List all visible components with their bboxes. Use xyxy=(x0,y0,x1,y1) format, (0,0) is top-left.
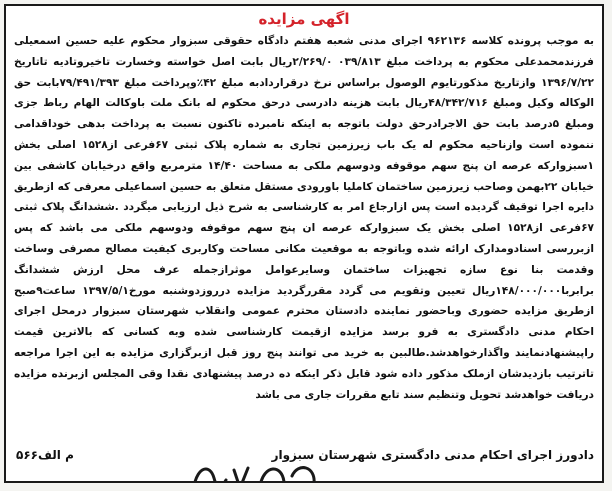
notice-title: اگهی مزایده xyxy=(258,10,350,28)
issuing-authority-signature: دادورز اجرای احکام مدنی دادگستری شهرستان سبزوار xyxy=(271,448,594,462)
notice-reference-number: م الف۵۶۶ xyxy=(16,448,74,462)
handwritten-scribble-mark xyxy=(186,456,326,483)
notice-body-text: به موجب پرونده کلاسه ۹۶۲۱۳۶ اجرای مدنی شعبه هفتم دادگاه حقوقی سبزوار محکوم علیه حسین اسمعیلی فرزندمحمدعلی محکوم به پرداخت مبلغ ۰۳۹/۸۱۳ ۲/۲۶۹/۰ریال بابت اصل خواسته وخسارت تاخیروتادیه تاتاریخ ۱۳۹۶/۷/۲۲ وازتاریخ مذکورتایوم الوصول براساس نرخ درقراردادبه مبلغ ۴۲٪وپرداخت مبلغ ۷۹/۴۹۱/۳۹۳بابت حق الوکاله وکیل ومبلغ ۴۸/۳۴۲/۷۱۶ریال بابت هزینه دادرسی درحق محکوم له بانک ملت باوکالت الهام رباط جزی ومبلغ ۵درصد بابت حق الاجرادرحق دولت باتوجه به اینکه نامبرده تاکنون نسبت به پرداخت بدهی خوداقدامی ننموده است وازناحیه محکوم له یک باب زیرزمین تجاری به شماره پلاک ثبتی ۶۷فرعی از۱۵۲۸ اصلی بخش ۱سبزوارکه عرصه ان پنج سهم موقوفه ودوسهم ملکی به مساحت ۱۴/۴۰ مترمربع واقع درخیابان کاشفی بین خیابان ۲۲بهمن وصاحب زیرزمین ساختمان کاملیا باورودی مستقل متعلق به حسین اسماعیلی معرفی که ازطریق دایره اجرا توقیف گردیده است پس ازارجاع امر به کارشناسی به شرح ذیل ارزیابی میگردد .ششدانگ پلاک ثبتی ۶۷فرعی از۱۵۲۸ اصلی بخش یک سبزوارکه عرصه ان پنج سهم موقوفه ودوسهم ملکی می باشد که پس ازبررسی اسنادومدارک ارائه شده وباتوجه به موقعیت مکانی مساحت وکاربری کیفیت مصالح مصرفی وساخت وقدمت بنا نوع سازه تجهیزات ساختمان وسایرعوامل موثرازجمله عرف محل ارزش ششدانگ برابربا۱۴۸/۰۰۰/۰۰۰ریال تعیین وتقویم می گردد مقررگردید مزایده درروزدوشنبه مورخ۱۳۹۷/۵/۱ ساعت۹صبح ازطریق مزایده حضوری وباحضور نماینده دادستان محترم عمومی وانقلاب شهرستان سبزوار درمحل اجرای احکام مدنی دادگستری به فرو برسد مزایده ازقیمت کارشناسی شده وبه کسانی که بالاترین قیمت راپیشنهادنمایند واگذارخواهدشد.طالبین به خرید می توانند پنج روز قبل ازبرگزاری مزایده به این اجرا مراجعه تاترتیب بازدیدشان ازملک مذکور داده شود قابل ذکر اینکه ده درصد پیشنهادی نقدا وقی المجلس ازبرنده مزایده دریافت خواهدشد تحویل وتنظیم سند تابع مقررات جاری می باشد xyxy=(14,35,595,401)
auction-notice xyxy=(4,4,604,483)
